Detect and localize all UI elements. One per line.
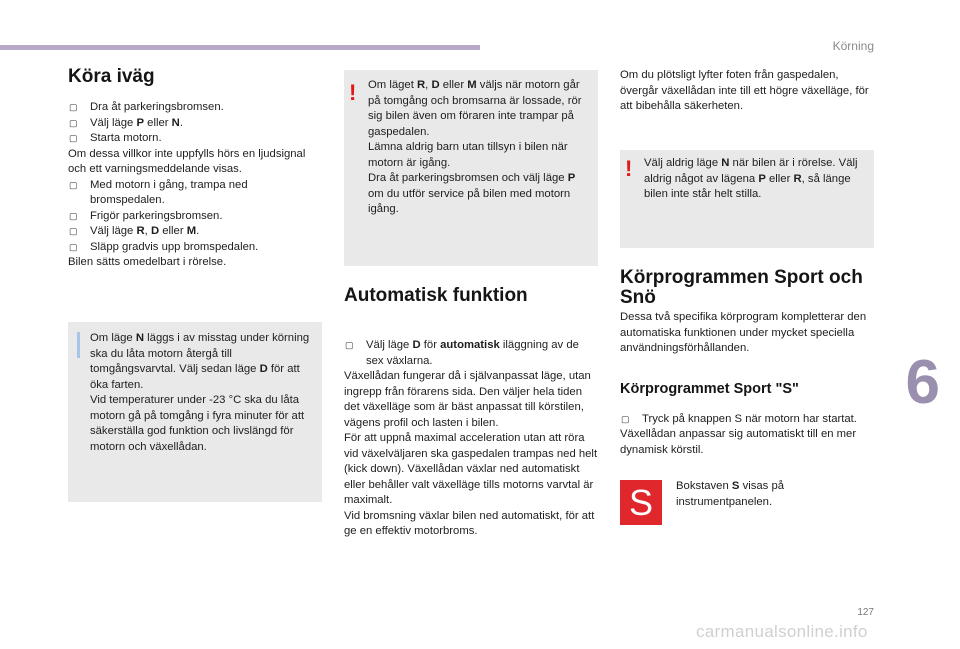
bullet-icon: ▢ — [621, 413, 630, 424]
paragraph: För att uppnå maximal acceleration utan att röra vid växelväljaren ska gaspedalen trampas ned helt (kick down). Växellådan växlar ned automatiskt eller behåller valt växelläge tills motorns varvtal är maximalt. — [344, 432, 598, 506]
paragraph: Om du plötsligt lyfter foten från gaspedalen, övergår växellådan inte till ett högre växelläge, för att bibehålla säkerheten. — [620, 69, 869, 112]
sport-subtitle: Körprogrammet Sport "S" — [620, 380, 799, 397]
list-item: ▢ Välj läge P eller N. — [68, 116, 326, 132]
info-icon — [77, 332, 80, 358]
automatisk-title: Automatisk funktion — [344, 285, 528, 306]
korprogram-section — [620, 268, 878, 458]
list-item: ▢ Med motorn i gång, trampa ned — [68, 178, 326, 194]
result-text: Bilen sätts omedelbart i rörelse. — [68, 256, 227, 268]
info-box-text: Om läge N läggs i av misstag under körning ska du låta motorn återgå till tomgångsvarvtal. Välj sedan läge D för att öka farten. Vid temperaturer under -23 °C ska du låta motorn gå på tomgång i fyra minuter för att säkerställa god funktion och livslängd för motorn och växellådan. — [90, 332, 310, 453]
paragraph: Växellådan fungerar då i självanpassat läge, utan ingrepp från förarens sida. Den väljer hela tiden det växelläge som är bäst anpassat till körstilen, vägens profil och lasten i bilen. — [344, 370, 591, 429]
condition-note: Om dessa villkor inte uppfylls hörs en ljudsignal och ett varningsmeddelande visas. — [68, 147, 306, 175]
list-item-continued: bromspedalen. — [90, 194, 165, 206]
watermark: carmanualsonline.info — [696, 622, 868, 641]
list-item: ▢ Tryck på knappen S när motorn har startat. — [620, 412, 878, 428]
bullet-icon: ▢ — [69, 179, 78, 190]
korprogram-title: Körprogrammen Sport och Snö — [620, 267, 863, 308]
s-indicator-text: Bokstaven S visas på instrumentpanelen. — [676, 480, 785, 508]
paragraph: Vid bromsning växlar bilen ned automatiskt, för att ge en effektiv motorbroms. — [344, 509, 595, 537]
warning-icon: ! — [625, 156, 633, 181]
warning-box-text: Om läget R, D eller M väljs när motorn går på tomgång och bromsarna är lossade, rör sig bilen även om föraren inte trampar på gaspedalen. Lämna aldrig barn utan tillsyn i bilen när motorn är igång. Dra åt parkeringsbromsen och välj läge P om du utför service på bilen med motorn igång. — [368, 79, 582, 215]
page-number: 127 — [857, 607, 874, 618]
paragraph: Dessa två specifika körprogram kompletterar den automatiska funktionen under mycket speciella användningsförhållanden. — [620, 311, 867, 354]
list-item: ▢ Välj läge R, D eller M. — [68, 224, 326, 240]
bullet-icon: ▢ — [69, 102, 78, 112]
bullet-icon: ▢ — [69, 226, 78, 236]
bullet-icon: ▢ — [69, 210, 78, 221]
kora-ivag-title: Köra iväg — [68, 66, 155, 87]
chapter-number: 6 — [905, 348, 940, 417]
paragraph: Växellådan anpassar sig automatiskt till en mer dynamisk körstil. — [620, 428, 857, 456]
list-item: ▢ Starta motorn. — [68, 131, 326, 147]
warning-box-text: Välj aldrig läge N när bilen är i rörelse. Välj aldrig något av lägena P eller R, så länge bilen inte står helt stilla. — [644, 157, 858, 200]
bullet-icon: ▢ — [69, 241, 78, 252]
bullet-icon: ▢ — [69, 117, 78, 128]
section-label: Körning — [832, 39, 874, 53]
list-item: ▢ Frigör parkeringsbromsen. — [68, 209, 326, 225]
warning-icon: ! — [349, 80, 357, 105]
bullet-icon: ▢ — [69, 133, 78, 143]
kora-ivag-section — [68, 66, 326, 271]
list-item: ▢ Dra åt parkeringsbromsen. — [68, 100, 326, 116]
sport-mode-s-icon: S — [620, 480, 662, 525]
bullet-icon: ▢ — [345, 340, 354, 350]
list-item: ▢ Släpp gradvis upp bromspedalen. — [68, 240, 326, 256]
column-3-intro — [620, 68, 874, 115]
header-accent-bar — [0, 45, 480, 50]
automatisk-section — [344, 286, 598, 540]
list-item: ▢ Välj läge D för automatisk iläggning av de sex växlarna. — [345, 339, 579, 367]
